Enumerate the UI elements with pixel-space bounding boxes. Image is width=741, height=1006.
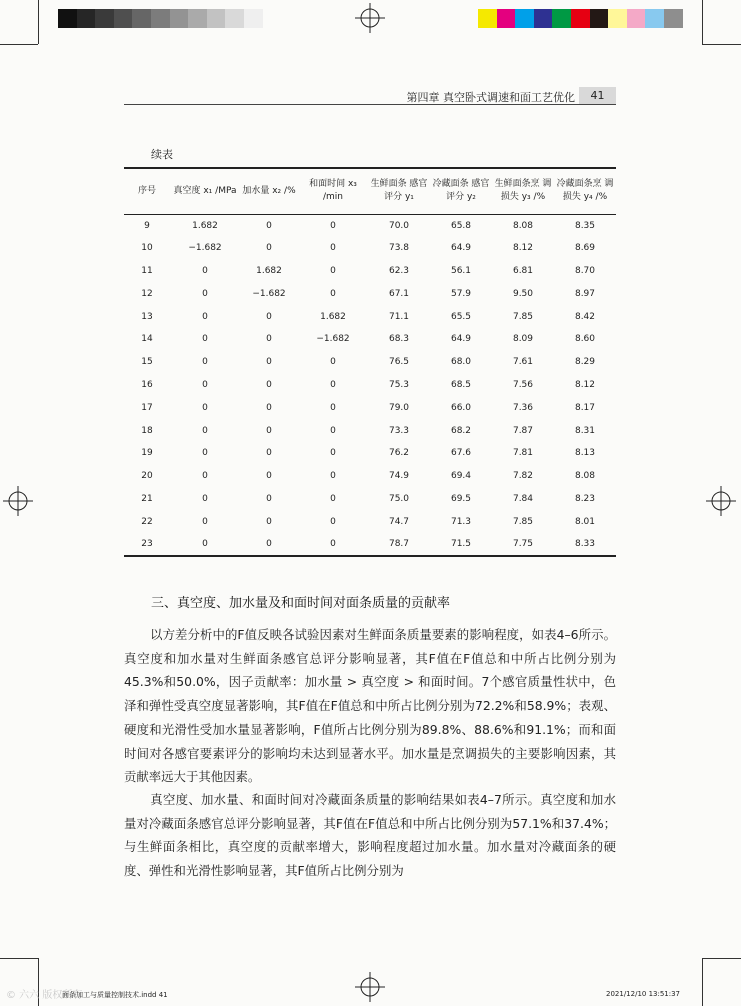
- crop-mark: [0, 958, 38, 959]
- table-cell: 19: [141, 448, 153, 459]
- table-cell: 16: [141, 379, 153, 390]
- table-cell: 14: [141, 334, 153, 345]
- table-cell: 56.1: [450, 265, 472, 276]
- table-cell: 22: [141, 516, 153, 527]
- paragraph: [124, 623, 616, 789]
- table-cell: 8.42: [574, 311, 596, 322]
- table-cell: 78.7: [368, 533, 430, 556]
- table-cell: 1.682: [256, 265, 282, 276]
- table-cell: 76.5: [388, 357, 410, 368]
- table-cell: 0: [330, 493, 336, 504]
- table-cell: 18: [141, 425, 153, 436]
- table-cell: 0: [330, 448, 336, 459]
- table-row: [124, 510, 616, 533]
- table-cell: 21: [141, 493, 153, 504]
- column-header: 加水量 x₂ /%: [240, 168, 298, 214]
- table-cell: 12: [141, 288, 153, 299]
- color-swatch: [627, 9, 646, 28]
- table-cell: 15: [141, 357, 153, 368]
- table-cell: 0: [202, 516, 208, 527]
- table-cell: 7.56: [512, 379, 534, 390]
- table-cell: 0: [202, 402, 208, 413]
- table-cell: −1.682: [252, 288, 286, 299]
- crop-mark: [702, 44, 741, 45]
- table-cell: 8.01: [574, 516, 596, 527]
- table-cell: 69.4: [450, 471, 472, 482]
- table-cell: 0: [298, 533, 368, 556]
- table-cell: 23: [124, 533, 170, 556]
- color-swatch: [515, 9, 534, 28]
- table-cell: 0: [202, 265, 208, 276]
- table-cell: 69.5: [450, 493, 472, 504]
- table-cell: 8.33: [554, 533, 616, 556]
- table-row: [124, 214, 616, 237]
- table-cell: 0: [202, 334, 208, 345]
- table-cell: 20: [141, 471, 153, 482]
- table-header-row: [124, 168, 616, 214]
- table-cell: 76.2: [388, 448, 410, 459]
- table-cell: 7.87: [512, 425, 534, 436]
- table-cell: 0: [266, 379, 272, 390]
- table-cell: 0: [202, 357, 208, 368]
- color-swatch: [497, 9, 516, 28]
- table-cell: 0: [202, 425, 208, 436]
- gray-swatch: [95, 9, 114, 28]
- table-row: [124, 419, 616, 442]
- table-cell: 8.97: [574, 288, 596, 299]
- color-swatch: [571, 9, 590, 28]
- table-cell: 0: [266, 516, 272, 527]
- table-cell: 8.12: [512, 243, 534, 254]
- table-cell: 17: [141, 402, 153, 413]
- crop-mark: [702, 958, 741, 959]
- gray-swatch: [58, 9, 77, 28]
- table-cell: 0: [330, 425, 336, 436]
- table-cell: 74.7: [388, 516, 410, 527]
- table-cell: 0: [266, 220, 272, 231]
- column-header: 生鲜面条 感官评分 y₁: [368, 168, 430, 214]
- table-cell: 8.13: [574, 448, 596, 459]
- table-cell: 0: [202, 311, 208, 322]
- table-cell: 0: [266, 334, 272, 345]
- column-header: 冷藏面条 感官评分 y₂: [430, 168, 492, 214]
- gray-swatch: [188, 9, 207, 28]
- gray-swatch: [170, 9, 189, 28]
- gray-swatch: [151, 9, 170, 28]
- table-cell: 7.84: [512, 493, 534, 504]
- table-body: [124, 214, 616, 556]
- table-cell: 1.682: [192, 220, 218, 231]
- gray-swatch: [114, 9, 133, 28]
- table-cell: 75.3: [388, 379, 410, 390]
- table-cell: 65.5: [450, 311, 472, 322]
- header-rule: [124, 104, 616, 105]
- table-cell: 0: [266, 402, 272, 413]
- table-cell: 0: [202, 448, 208, 459]
- table-cell: 73.8: [388, 243, 410, 254]
- footer-file-name: 面条加工与质量控制技术.indd 41: [62, 991, 168, 999]
- table-cell: 0: [202, 471, 208, 482]
- crop-mark: [702, 958, 703, 1006]
- table-cell: 0: [330, 516, 336, 527]
- table-cell: 74.9: [388, 471, 410, 482]
- registration-mark-icon: [706, 486, 736, 516]
- gray-swatch: [244, 9, 263, 28]
- table-cell: 57.9: [450, 288, 472, 299]
- table-cell: 0: [330, 243, 336, 254]
- table-cell: 8.12: [574, 379, 596, 390]
- table-row: [124, 442, 616, 465]
- table-cell: 0: [266, 311, 272, 322]
- table-cell: 7.75: [492, 533, 554, 556]
- paragraph: [124, 788, 616, 883]
- paragraph-text: 真空度、加水量、和面时间对冷藏面条质量的影响结果如表4–7所示。真空度和加水量对冷藏面条感官总评分影响显著，其F值在F值总和中所占比例分别为57.1%和37.4%；与生鲜面条相比，真空度的贡献率增大，影响程度超过加水量。加水量对冷藏面条的硬度、弹性和光滑性影响显著，其F值所占比例分别为: [124, 792, 616, 879]
- table-cell: 9: [144, 220, 150, 231]
- color-swatch: [534, 9, 553, 28]
- color-swatch: [608, 9, 627, 28]
- table-cell: 68.2: [450, 425, 472, 436]
- gray-swatch: [132, 9, 151, 28]
- table-cell: 66.0: [450, 402, 472, 413]
- table-cell: 0: [330, 402, 336, 413]
- table-row: [124, 374, 616, 397]
- table-cell: 0: [266, 471, 272, 482]
- table-cell: 0: [170, 533, 240, 556]
- column-header: 真空度 x₁ /MPa: [170, 168, 240, 214]
- color-swatch: [590, 9, 609, 28]
- table-cell: 0: [202, 493, 208, 504]
- table-cell: 71.1: [388, 311, 410, 322]
- registration-mark-icon: [3, 486, 33, 516]
- page-number: 41: [579, 87, 616, 104]
- table-cell: 0: [240, 533, 298, 556]
- table-row: [124, 260, 616, 283]
- table-cell: −1.682: [316, 334, 350, 345]
- column-header: 冷藏面条烹 调损失 y₄ /%: [554, 168, 616, 214]
- table-cell: 0: [266, 357, 272, 368]
- running-header-chapter: 第四章 真空卧式调速和面工艺优化: [406, 91, 575, 104]
- table-cell: 8.08: [574, 471, 596, 482]
- table-row: [124, 396, 616, 419]
- table-cell: 6.81: [512, 265, 534, 276]
- color-swatch: [552, 9, 571, 28]
- table-cell: 13: [141, 311, 153, 322]
- table-cell: 0: [330, 288, 336, 299]
- table-cell: 8.60: [574, 334, 596, 345]
- table-cell: 8.31: [574, 425, 596, 436]
- table-cell: 0: [330, 357, 336, 368]
- gray-swatch: [207, 9, 226, 28]
- crop-mark: [0, 44, 38, 45]
- table-cell: 0: [330, 471, 336, 482]
- table-cell: 8.35: [574, 220, 596, 231]
- table-cell: 0: [266, 425, 272, 436]
- table-row: [124, 282, 616, 305]
- table-cell: 7.61: [512, 357, 534, 368]
- table-cell: 0: [266, 493, 272, 504]
- watermark: © 六六 版权所有: [6, 990, 83, 1001]
- table-row: [124, 328, 616, 351]
- table-row: [124, 305, 616, 328]
- table-cell: 0: [266, 243, 272, 254]
- table-cell: 0: [266, 448, 272, 459]
- table-cell: 7.82: [512, 471, 534, 482]
- gray-swatch: [225, 9, 244, 28]
- table-cell: 67.6: [450, 448, 472, 459]
- table-cell: 0: [330, 265, 336, 276]
- table-cell: 64.9: [450, 334, 472, 345]
- table-cell: 68.3: [388, 334, 410, 345]
- table-cell: 0: [202, 288, 208, 299]
- table-cell: 7.85: [512, 311, 534, 322]
- table-cell: 7.81: [512, 448, 534, 459]
- table-row: [124, 488, 616, 511]
- table-cell: 0: [330, 379, 336, 390]
- table-cell: 0: [330, 220, 336, 231]
- table-cell: 71.3: [450, 516, 472, 527]
- table-cell: 8.09: [512, 334, 534, 345]
- table-cell: 1.682: [320, 311, 346, 322]
- section-heading: 三、真空度、加水量及和面时间对面条质量的贡献率: [151, 596, 451, 611]
- gray-swatch: [77, 9, 96, 28]
- color-swatch: [478, 9, 497, 28]
- color-swatch: [664, 9, 683, 28]
- table-cell: 8.29: [574, 357, 596, 368]
- registration-mark-icon: [355, 3, 385, 33]
- crop-mark: [38, 0, 39, 44]
- table-cell: 7.36: [512, 402, 534, 413]
- table-cell: 10: [141, 243, 153, 254]
- table-cell: 68.5: [450, 379, 472, 390]
- table-row: [124, 533, 616, 556]
- table-cell: 8.23: [574, 493, 596, 504]
- table-cell: 11: [141, 265, 153, 276]
- table-cell: 75.0: [388, 493, 410, 504]
- paragraph-text: 以方差分析中的F值反映各试验因素对生鲜面条质量要素的影响程度，如表4–6所示。真空度和加水量对生鲜面条感官总评分影响显著，其F值在F值总和中所占比例分别为45.3%和50.0%，因子贡献率：加水量 > 真空度 > 和面时间。7个感官质量性状中，色泽和弹性受真空度显著影响，其F值在F值总和中所占比例分别为72.2%和58.9%；表观、硬度和光滑性受加水量显著影响，F值所占比例分别为89.8%、88.6%和91.1%；而和面时间对各感官要素评分的影响均未达到显著水平。加水量是烹调损失的主要影响因素，其贡献率远大于其他因素。: [124, 627, 616, 785]
- column-header: 和面时间 x₃ /min: [298, 168, 368, 214]
- table-cell: 64.9: [450, 243, 472, 254]
- data-table: [124, 167, 616, 557]
- table-cell: 8.17: [574, 402, 596, 413]
- table-cell: 7.85: [512, 516, 534, 527]
- table-cell: 79.0: [388, 402, 410, 413]
- table-cell: 71.5: [430, 533, 492, 556]
- table-cell: 68.0: [450, 357, 472, 368]
- table-row: [124, 351, 616, 374]
- table-cell: −1.682: [188, 243, 222, 254]
- table-row: [124, 465, 616, 488]
- table-caption: 续表: [151, 148, 173, 161]
- table-cell: 73.3: [388, 425, 410, 436]
- table-cell: 8.70: [574, 265, 596, 276]
- crop-mark: [702, 0, 703, 44]
- color-swatch: [645, 9, 664, 28]
- table-cell: 9.50: [512, 288, 534, 299]
- table-cell: 8.08: [512, 220, 534, 231]
- table-cell: 67.1: [388, 288, 410, 299]
- column-header: 生鲜面条烹 调损失 y₃ /%: [492, 168, 554, 214]
- registration-mark-icon: [355, 972, 385, 1002]
- column-header: 序号: [124, 168, 170, 214]
- table-row: [124, 237, 616, 260]
- table-cell: 65.8: [450, 220, 472, 231]
- table-cell: 0: [202, 379, 208, 390]
- table-cell: 8.69: [574, 243, 596, 254]
- footer-timestamp: 2021/12/10 13:51:37: [606, 990, 681, 998]
- table-cell: 62.3: [388, 265, 410, 276]
- table-cell: 70.0: [388, 220, 410, 231]
